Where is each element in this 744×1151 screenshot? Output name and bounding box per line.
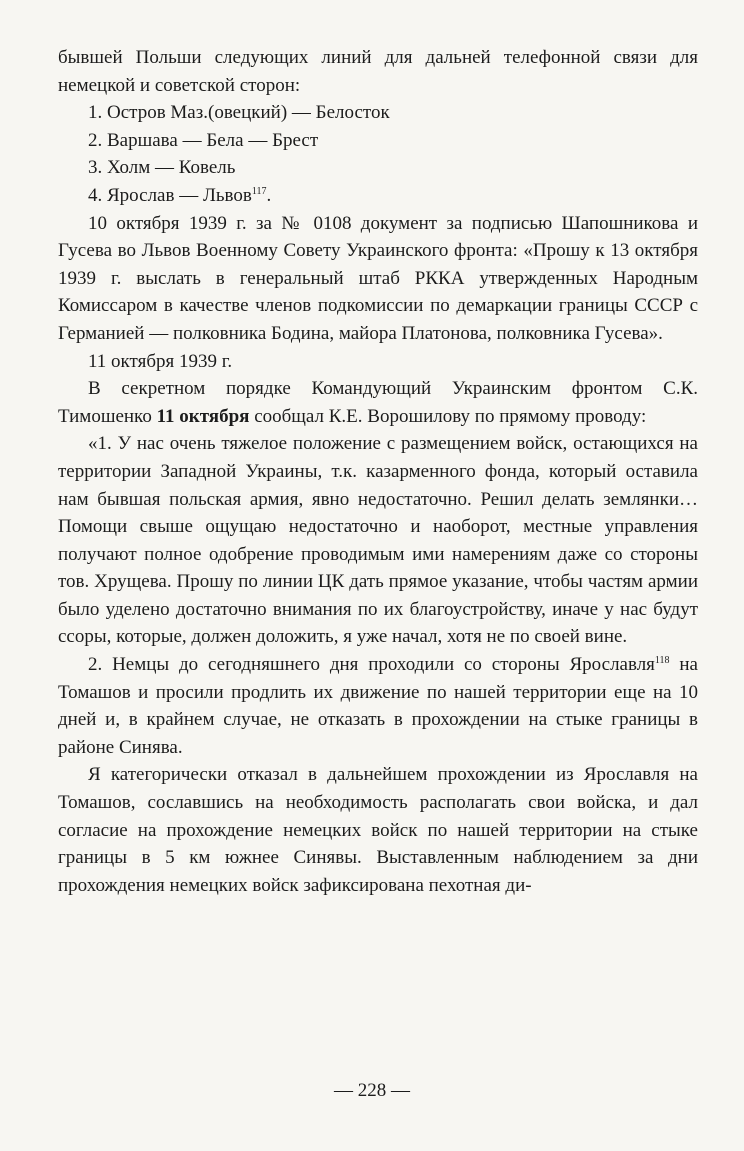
page-body — [58, 44, 698, 899]
text-run: 4. Ярослав — Львов — [88, 184, 252, 206]
quote-paragraph — [58, 761, 698, 899]
text-run: В секретном порядке Командующий Украинским фронтом С.К. Тимошенко — [58, 378, 698, 427]
page-number: — 228 — — [334, 1080, 410, 1101]
list-item — [58, 127, 698, 155]
quote-paragraph — [58, 651, 698, 761]
text-run: на Томашов и просили продлить их движение по нашей территории еще на 10 дней и, в крайнем случае, не отказать в прохождении на стыке границы в районе Синява. — [58, 654, 698, 758]
text-run: 1. Остров Маз.(овецкий) — Белосток — [88, 102, 390, 124]
date-heading — [58, 348, 698, 376]
paragraph — [58, 210, 698, 348]
paragraph — [58, 44, 698, 99]
footnote-ref: 117 — [251, 185, 267, 197]
text-run: «1. У нас очень тяжелое положение с размещением войск, остающихся на территории Западной Украины, т.к. казарменного фонда, который оставила нам бывшая польская армия, явно недостаточно. Решил делать землянки… Помощи свыше ощущаю недостаточно и наоборот, местные управления получают полное одобрение проводимым ими намерениям даже со стороны тов. Хрущева. Прошу по линии ЦК дать прямое указание, чтобы частям армии было уделено достаточно внимания по их благоустройству, иначе у нас будут ссоры, которые, должен доложить, я уже начал, хотя не по своей вине. — [58, 433, 698, 648]
text-run: 3. Холм — Ковель — [88, 157, 236, 179]
paragraph — [58, 375, 698, 430]
text-run: Я категорически отказал в дальнейшем прохождении из Ярославля на Томашов, сославшись на необходимость располагать свои войска, и дал согласие на прохождение немецких войск по нашей территории на стыке границы в 5 км южнее Синявы. Выставленным наблюдением за дни прохождения немецких войск зафиксирована пехотная ди- — [58, 764, 698, 896]
text-run: 2. Варшава — Бела — Брест — [88, 129, 319, 151]
text-run: . — [266, 184, 272, 206]
text-run: 2. Немцы до сегодняшнего дня проходили со стороны Ярославля — [88, 654, 655, 676]
footnote-ref: 118 — [654, 655, 670, 667]
list-item — [58, 99, 698, 127]
quote-paragraph — [58, 430, 698, 651]
bold-date: 11 октября — [156, 405, 250, 427]
text-run: бывшей Польши следующих линий для дальней телефонной связи для немецкой и советской сторон: — [58, 47, 698, 96]
text-run: 10 октября 1939 г. за № 0108 документ за подписью Шапошникова и Гусева во Львов Военному Совету Украинского фронта: «Прошу к 13 октября 1939 г. выслать в генеральный штаб РККА утвержденных Народным Комиссаром в качестве членов подкомиссии по демаркации границы СССР с Германией — полковника Бодина, майора Платонова, полковника Гусева». — [58, 212, 698, 344]
list-item — [58, 154, 698, 182]
text-run: 11 октября 1939 г. — [88, 350, 233, 372]
text-run: сообщал К.Е. Ворошилову по прямому проводу: — [249, 405, 647, 427]
list-item — [58, 182, 698, 210]
